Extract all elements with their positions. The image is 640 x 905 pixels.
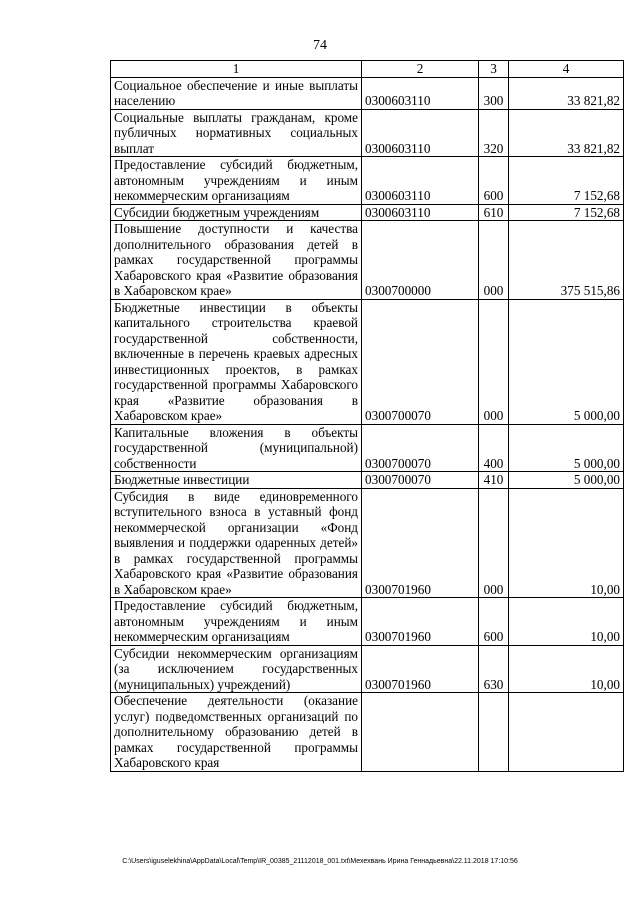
row-name: Социальные выплаты гражданам, кроме публичных нормативных социальных выплат (111, 109, 362, 157)
row-code (362, 693, 479, 772)
row-code: 0300700000 (362, 221, 479, 300)
row-name: Бюджетные инвестиции (111, 472, 362, 489)
row-code: 0300700070 (362, 424, 479, 472)
row-kind: 610 (479, 204, 509, 221)
table-row (111, 645, 624, 693)
row-kind: 000 (479, 221, 509, 300)
row-name: Субсидия в виде единовременного вступительного взноса в уставный фонд некоммерческой организации «Фонд выявления и поддержки одаренных детей» в рамках государственной программы Хабаровского края «Развитие образования в Хабаровском крае» (111, 488, 362, 598)
row-code: 0300701960 (362, 645, 479, 693)
row-sum: 7 152,68 (509, 204, 624, 221)
table-header-row (111, 61, 624, 78)
row-code: 0300700070 (362, 299, 479, 424)
row-sum: 5 000,00 (509, 424, 624, 472)
header-col-3: 3 (479, 61, 509, 78)
row-sum: 10,00 (509, 488, 624, 598)
table-row (111, 472, 624, 489)
row-kind (479, 693, 509, 772)
row-name: Обеспечение деятельности (оказание услуг) подведомственных организаций по дополнительному образованию детей в рамках государственной программы Хабаровского края (111, 693, 362, 772)
table-row (111, 109, 624, 157)
row-name: Бюджетные инвестиции в объекты капитального строительства краевой государственной собственности, включенные в перечень краевых адресных инвестиционных проектов, в рамках государственной программы Хабаровского края «Развитие образования в Хабаровском крае» (111, 299, 362, 424)
row-name: Повышение доступности и качества дополнительного образования детей в рамках государственной программы Хабаровского края «Развитие образования в Хабаровском крае» (111, 221, 362, 300)
row-sum: 33 821,82 (509, 77, 624, 109)
table-row (111, 157, 624, 205)
header-col-4: 4 (509, 61, 624, 78)
row-kind: 600 (479, 157, 509, 205)
row-code: 0300603110 (362, 109, 479, 157)
header-col-1: 1 (111, 61, 362, 78)
row-code: 0300603110 (362, 204, 479, 221)
row-name: Субсидии бюджетным учреждениям (111, 204, 362, 221)
row-kind: 630 (479, 645, 509, 693)
row-sum (509, 693, 624, 772)
row-name: Субсидии некоммерческим организациям (за исключением государственных (муниципальных) учреждений) (111, 645, 362, 693)
table-row (111, 693, 624, 772)
table-row (111, 77, 624, 109)
row-code: 0300700070 (362, 472, 479, 489)
row-name: Предоставление субсидий бюджетным, автономным учреждениям и иным некоммерческим организациям (111, 598, 362, 646)
row-code: 0300701960 (362, 488, 479, 598)
table-row (111, 299, 624, 424)
row-sum: 10,00 (509, 645, 624, 693)
row-code: 0300701960 (362, 598, 479, 646)
row-kind: 320 (479, 109, 509, 157)
row-kind: 400 (479, 424, 509, 472)
row-sum: 5 000,00 (509, 299, 624, 424)
row-kind: 300 (479, 77, 509, 109)
row-kind: 000 (479, 488, 509, 598)
table-row (111, 598, 624, 646)
table-row (111, 424, 624, 472)
row-sum: 7 152,68 (509, 157, 624, 205)
budget-table (110, 60, 624, 772)
row-code: 0300603110 (362, 77, 479, 109)
page-number: 74 (313, 38, 327, 53)
row-kind: 600 (479, 598, 509, 646)
row-kind: 410 (479, 472, 509, 489)
row-sum: 5 000,00 (509, 472, 624, 489)
row-name: Предоставление субсидий бюджетным, автономным учреждениям и иным некоммерческим организациям (111, 157, 362, 205)
row-name: Социальное обеспечение и иные выплаты населению (111, 77, 362, 109)
table-row (111, 204, 624, 221)
row-code: 0300603110 (362, 157, 479, 205)
row-sum: 10,00 (509, 598, 624, 646)
table-row (111, 221, 624, 300)
row-kind: 000 (479, 299, 509, 424)
table-row (111, 488, 624, 598)
file-path-footer: C:\Users\iguselekhina\AppData\Local\Temp\IR_00385_21112018_001.txt\Мехехвань Ирина Геннадьевна\22.11.2018 17:10:56 (122, 858, 518, 865)
row-sum: 375 515,86 (509, 221, 624, 300)
row-sum: 33 821,82 (509, 109, 624, 157)
row-name: Капитальные вложения в объекты государственной (муниципальной) собственности (111, 424, 362, 472)
header-col-2: 2 (362, 61, 479, 78)
